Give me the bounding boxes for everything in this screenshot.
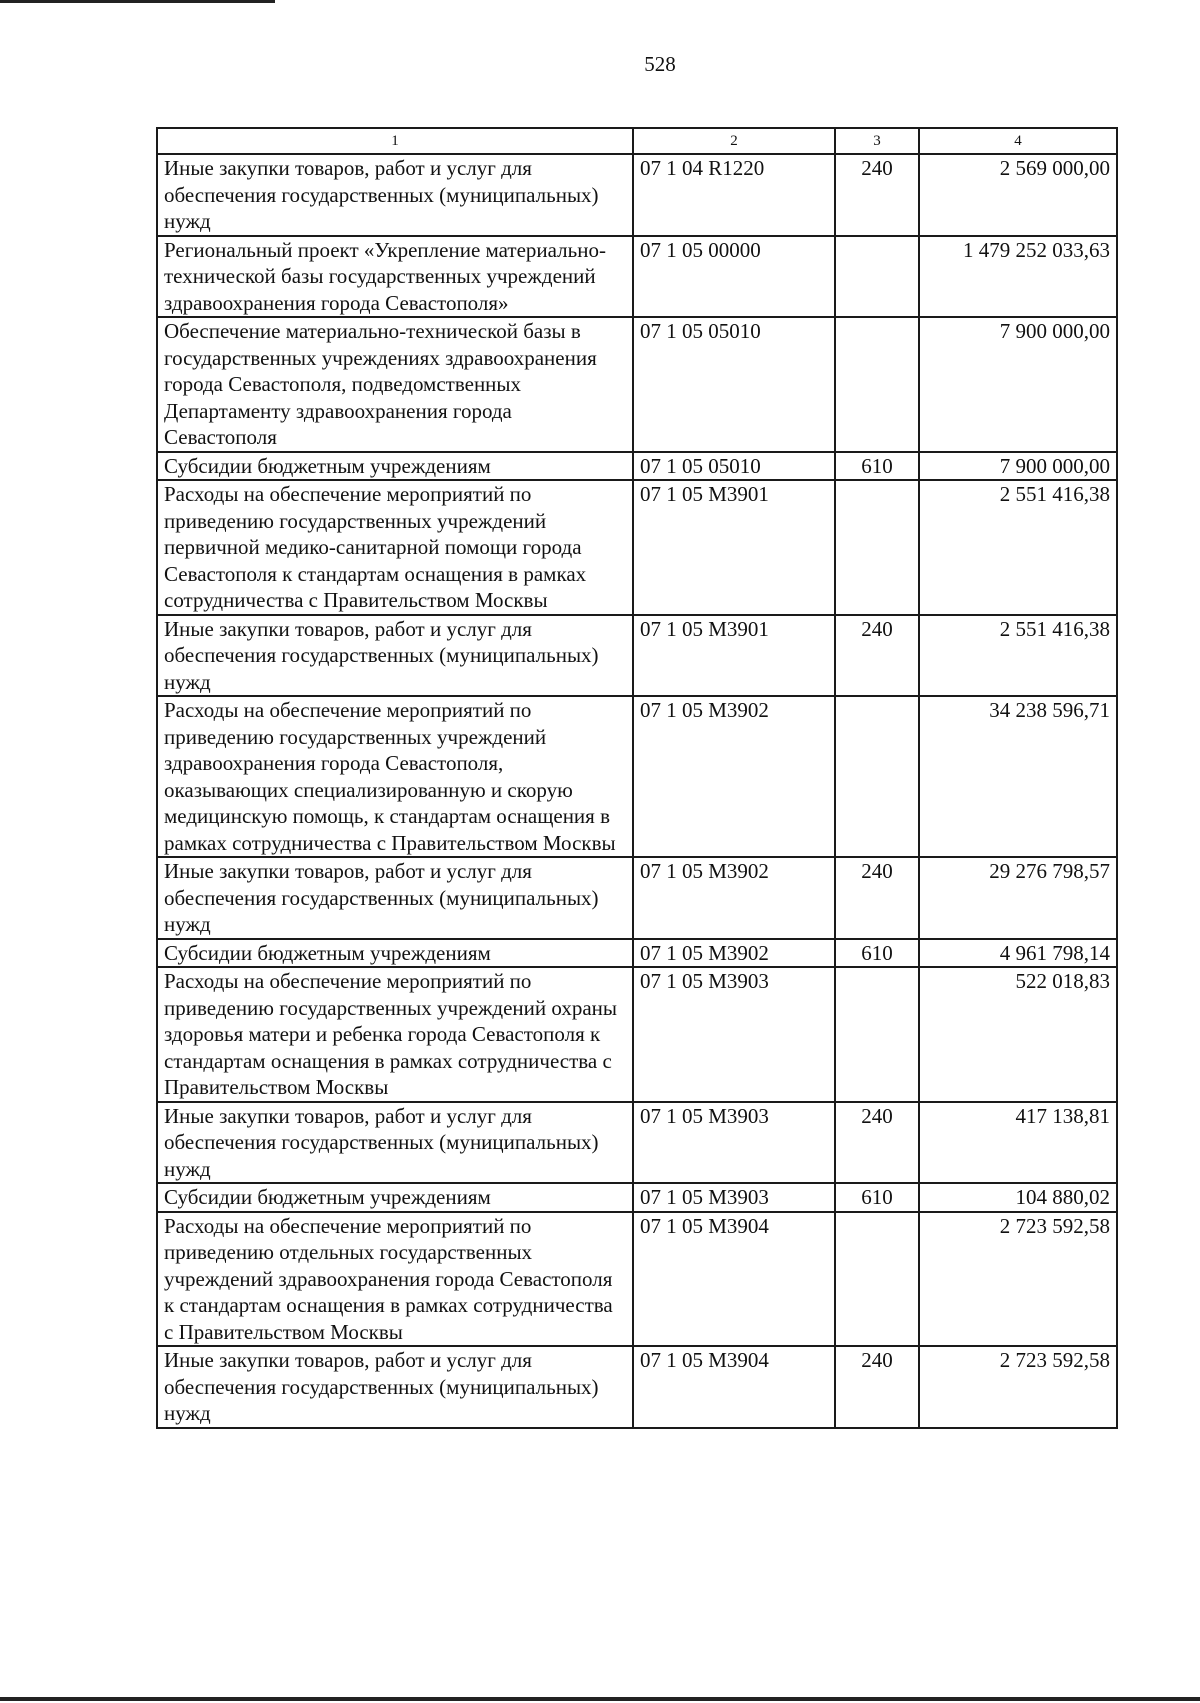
row-code: 07 1 05 00000 xyxy=(633,236,835,318)
table-row xyxy=(157,967,1117,1102)
header-col-4: 4 xyxy=(919,128,1117,154)
row-amount: 2 551 416,38 xyxy=(919,615,1117,697)
row-code: 07 1 05 M3902 xyxy=(633,696,835,857)
header-col-3: 3 xyxy=(835,128,919,154)
row-name: Региональный проект «Укрепление материально-технической базы государственных учреждений здравоохранения города Севастополя» xyxy=(157,236,633,318)
row-code: 07 1 05 M3901 xyxy=(633,480,835,615)
row-amount: 2 723 592,58 xyxy=(919,1346,1117,1428)
row-code: 07 1 05 M3904 xyxy=(633,1212,835,1347)
row-amount: 2 551 416,38 xyxy=(919,480,1117,615)
table-row xyxy=(157,615,1117,697)
table-row xyxy=(157,939,1117,968)
row-name: Субсидии бюджетным учреждениям xyxy=(157,452,633,481)
row-amount: 1 479 252 033,63 xyxy=(919,236,1117,318)
row-name: Обеспечение материально-технической базы в государственных учреждениях здравоохранения города Севастополя, подведомственных Департаменту здравоохранения города Севастополя xyxy=(157,317,633,452)
table-row xyxy=(157,696,1117,857)
table-row xyxy=(157,480,1117,615)
row-amount: 7 900 000,00 xyxy=(919,317,1117,452)
row-name: Расходы на обеспечение мероприятий по приведению государственных учреждений охраны здоровья матери и ребенка города Севастополя к стандартам оснащения в рамках сотрудничества с Правительством Москвы xyxy=(157,967,633,1102)
row-expense-type: 610 xyxy=(835,452,919,481)
row-code: 07 1 05 05010 xyxy=(633,452,835,481)
row-code: 07 1 05 M3902 xyxy=(633,857,835,939)
row-name: Расходы на обеспечение мероприятий по приведению государственных учреждений первичной медико-санитарной помощи города Севастополя к стандартам оснащения в рамках сотрудничества с Правительством Москвы xyxy=(157,480,633,615)
table-row xyxy=(157,1346,1117,1428)
row-expense-type xyxy=(835,967,919,1102)
header-col-1: 1 xyxy=(157,128,633,154)
row-expense-type xyxy=(835,696,919,857)
table-header-row xyxy=(157,128,1117,154)
row-amount: 104 880,02 xyxy=(919,1183,1117,1212)
row-code: 07 1 05 M3903 xyxy=(633,1102,835,1184)
row-name: Расходы на обеспечение мероприятий по приведению государственных учреждений здравоохранения города Севастополя, оказывающих специализированную и скорую медицинскую помощь, к стандартам оснащения в рамках сотрудничества с Правительством Москвы xyxy=(157,696,633,857)
row-name: Субсидии бюджетным учреждениям xyxy=(157,1183,633,1212)
row-name: Расходы на обеспечение мероприятий по приведению отдельных государственных учреждений здравоохранения города Севастополя к стандартам оснащения в рамках сотрудничества с Правительством Москвы xyxy=(157,1212,633,1347)
row-code: 07 1 05 M3903 xyxy=(633,1183,835,1212)
row-expense-type xyxy=(835,236,919,318)
row-amount: 34 238 596,71 xyxy=(919,696,1117,857)
table-row xyxy=(157,1212,1117,1347)
row-name: Иные закупки товаров, работ и услуг для обеспечения государственных (муниципальных) нужд xyxy=(157,615,633,697)
table-row xyxy=(157,857,1117,939)
row-code: 07 1 05 M3903 xyxy=(633,967,835,1102)
row-amount: 522 018,83 xyxy=(919,967,1117,1102)
top-rule xyxy=(0,0,275,3)
bottom-rule xyxy=(0,1697,1200,1701)
table-row xyxy=(157,1183,1117,1212)
row-expense-type xyxy=(835,317,919,452)
row-amount: 2 569 000,00 xyxy=(919,154,1117,236)
table-body xyxy=(157,154,1117,1428)
row-name: Иные закупки товаров, работ и услуг для обеспечения государственных (муниципальных) нужд xyxy=(157,1102,633,1184)
row-code: 07 1 04 R1220 xyxy=(633,154,835,236)
row-amount: 4 961 798,14 xyxy=(919,939,1117,968)
table-row xyxy=(157,452,1117,481)
table-row xyxy=(157,317,1117,452)
row-expense-type: 240 xyxy=(835,857,919,939)
row-amount: 29 276 798,57 xyxy=(919,857,1117,939)
row-amount: 7 900 000,00 xyxy=(919,452,1117,481)
row-amount: 417 138,81 xyxy=(919,1102,1117,1184)
header-col-2: 2 xyxy=(633,128,835,154)
row-expense-type: 240 xyxy=(835,1102,919,1184)
row-expense-type: 610 xyxy=(835,939,919,968)
table-row xyxy=(157,154,1117,236)
row-amount: 2 723 592,58 xyxy=(919,1212,1117,1347)
row-expense-type xyxy=(835,1212,919,1347)
row-name: Иные закупки товаров, работ и услуг для обеспечения государственных (муниципальных) нужд xyxy=(157,1346,633,1428)
row-name: Иные закупки товаров, работ и услуг для обеспечения государственных (муниципальных) нужд xyxy=(157,154,633,236)
row-expense-type: 610 xyxy=(835,1183,919,1212)
row-name: Субсидии бюджетным учреждениям xyxy=(157,939,633,968)
table-row xyxy=(157,236,1117,318)
row-code: 07 1 05 M3902 xyxy=(633,939,835,968)
row-code: 07 1 05 M3901 xyxy=(633,615,835,697)
row-name: Иные закупки товаров, работ и услуг для обеспечения государственных (муниципальных) нужд xyxy=(157,857,633,939)
page-number: 528 xyxy=(644,52,676,76)
row-code: 07 1 05 05010 xyxy=(633,317,835,452)
row-code: 07 1 05 M3904 xyxy=(633,1346,835,1428)
table-row xyxy=(157,1102,1117,1184)
row-expense-type xyxy=(835,480,919,615)
budget-table xyxy=(156,127,1118,1429)
row-expense-type: 240 xyxy=(835,154,919,236)
row-expense-type: 240 xyxy=(835,615,919,697)
row-expense-type: 240 xyxy=(835,1346,919,1428)
